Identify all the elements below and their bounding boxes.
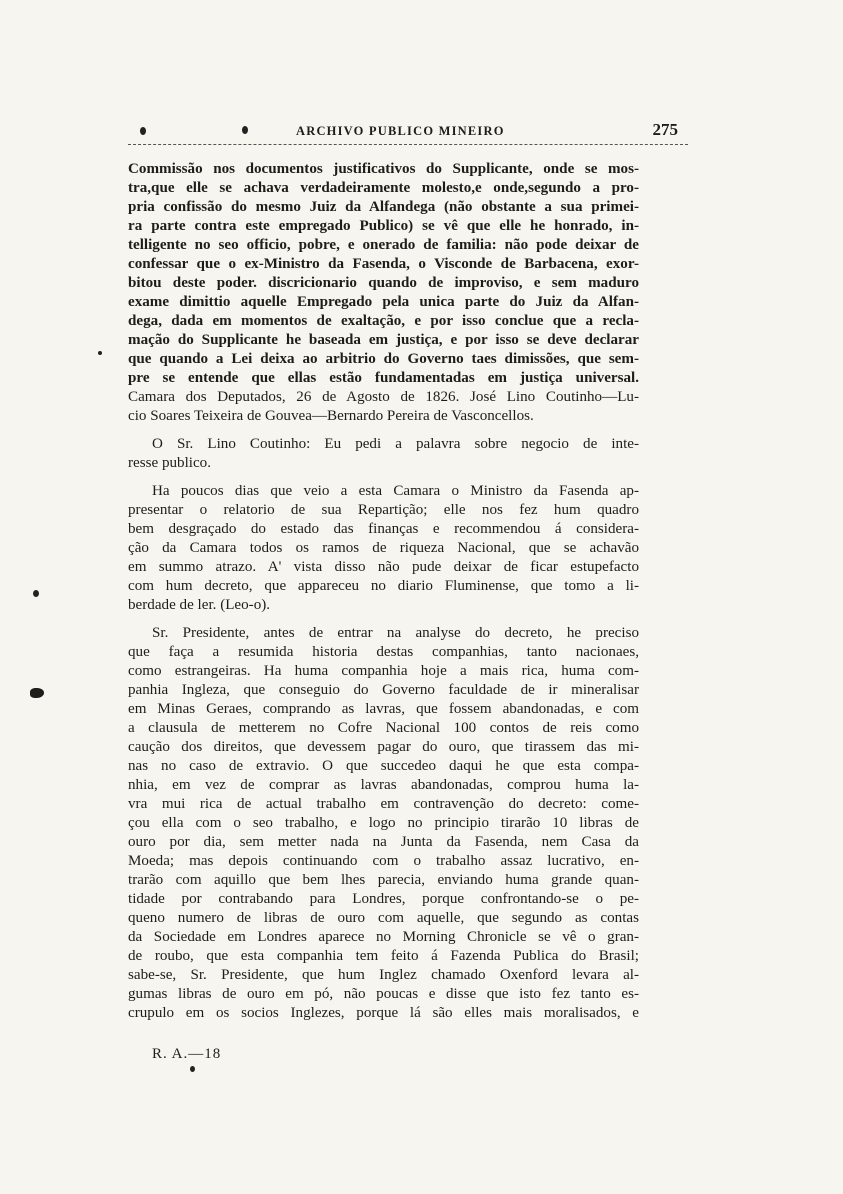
text-line: tidade por contrabando para Londres, porque confrontando-se o pe-: [128, 891, 639, 907]
text-line: pria confissão do mesmo Juiz da Alfandega (não obstante a sua primei-: [128, 199, 639, 215]
ornament-dot-icon: [242, 126, 248, 134]
text-line: em Minas Geraes, comprando as lavras, que fossem abandonadas, e com: [128, 701, 639, 717]
text-line: tra,que elle se achava verdadeiramente molesto,e onde,segundo a pro-: [128, 180, 639, 196]
page-header: [128, 118, 678, 148]
text-line: çou ella com o seo trabalho, e logo no principio tirarão 10 libras de: [128, 815, 639, 831]
text-line: queno numero de libras de ouro com aquelle, que segundo as contas: [128, 910, 639, 926]
running-title: ARCHIVO PUBLICO MINEIRO: [296, 124, 505, 138]
text-line: sabe-se, Sr. Presidente, que hum Inglez chamado Oxenford levara al-: [128, 967, 639, 983]
speck-icon: [98, 351, 102, 355]
text-line: resse publico.: [128, 455, 211, 471]
text-line: ção da Camara todos os ramos de riqueza Nacional, que se achavão: [128, 540, 639, 556]
signature-mark: R. A.—18: [152, 1046, 222, 1062]
text-line: com hum decreto, que appareceu no diario Fluminense, que tomo a li-: [128, 578, 639, 594]
text-line: de roubo, que esta companhia tem feito á Fazenda Publica do Brasil;: [128, 948, 639, 964]
text-line: Camara dos Deputados, 26 de Agosto de 1826. José Lino Coutinho—Lu-: [128, 389, 639, 405]
body-text: [128, 160, 639, 1023]
text-line: vra mui rica de actual trabalho em contravenção do decreto: come-: [128, 796, 639, 812]
text-line: presentar o relatorio de sua Repartição; elle nos fez hum quadro: [128, 502, 639, 518]
text-line: pre se entende que ellas estão fundamentadas em justiça universal.: [128, 370, 639, 386]
text-line: Moeda; mas depois continuando com o trabalho assaz lucrativo, en-: [128, 853, 639, 869]
text-line: bem desgraçado do estado das finanças e recommendou á considera-: [128, 521, 639, 537]
text-line: trarão com aquillo que bem lhes parecia, enviando huma grande quan-: [128, 872, 639, 888]
text-line: que faça a resumida historia destas companhias, tanto nacionaes,: [128, 644, 639, 660]
text-line: bitou deste poder. discricionario quando de improviso, e sem maduro: [128, 275, 639, 291]
text-line: a clausula de metterem no Cofre Nacional 100 contos de reis como: [128, 720, 639, 736]
text-line: mação do Supplicante he baseada em justiça, e por isso se deve declarar: [128, 332, 639, 348]
text-line: crupulo em os socios Inglezes, porque lá são elles mais moralisados, e: [128, 1005, 639, 1021]
text-line: confessar que o ex-Ministro da Fasenda, o Visconde de Barbacena, exor-: [128, 256, 639, 272]
text-line: gumas libras de ouro em pó, não poucas e disse que isto fez tanto es-: [128, 986, 639, 1002]
text-line: cio Soares Teixeira de Gouvea—Bernardo Pereira de Vasconcellos.: [128, 408, 534, 424]
text-line: Commissão nos documentos justificativos do Supplicante, onde se mos-: [128, 161, 639, 177]
text-line: que quando a Lei deixa ao arbitrio do Governo taes dimissões, que sem-: [128, 351, 639, 367]
text-line: nas no caso de extravio. O que succedeo daqui he que esta compa-: [128, 758, 639, 774]
text-line: ra parte contra este empregado Publico) se vê que elle he honrado, in-: [128, 218, 639, 234]
page-number: 275: [652, 120, 678, 139]
text-line: como estrangeiras. Ha huma companhia hoje a mais rica, huma com-: [128, 663, 639, 679]
header-rule: [128, 144, 688, 145]
text-line: em summo atrazo. A' vista disso não pude deixar de ficar estupefacto: [128, 559, 639, 575]
text-line: telligente no seo officio, pobre, e onerado de familia: não pode deixar de: [128, 237, 639, 253]
ink-blot-icon: [30, 688, 44, 698]
text-line: panhia Ingleza, que conseguio do Governo faculdade de ir mineralisar: [128, 682, 639, 698]
text-line: Ha poucos dias que veio a esta Camara o Ministro da Fasenda ap-: [152, 483, 639, 499]
text-line: ouro por dia, sem metter nada na Junta da Fasenda, nem Casa da: [128, 834, 639, 850]
text-line: exame dimittio aquelle Empregado pela unica parte do Juiz da Alfan-: [128, 294, 639, 310]
text-line: O Sr. Lino Coutinho: Eu pedi a palavra sobre negocio de inte-: [152, 436, 639, 452]
ornament-dot-icon: [140, 127, 146, 135]
speck-icon: [33, 590, 39, 597]
text-line: Sr. Presidente, antes de entrar na analyse do decreto, he preciso: [152, 625, 639, 641]
text-line: berdade de ler. (Leo-o).: [128, 597, 271, 613]
text-line: caução dos direitos, que devessem pagar do ouro, que tirassem das mi-: [128, 739, 639, 755]
speck-icon: [190, 1066, 195, 1072]
text-line: dega, dada em momentos de exaltação, e por isso conclue que a recla-: [128, 313, 639, 329]
text-line: nhia, em vez de comprar as lavras abandonadas, comprou huma la-: [128, 777, 639, 793]
text-line: da Sociedade em Londres aparece no Morning Chronicle se vê o gran-: [128, 929, 639, 945]
